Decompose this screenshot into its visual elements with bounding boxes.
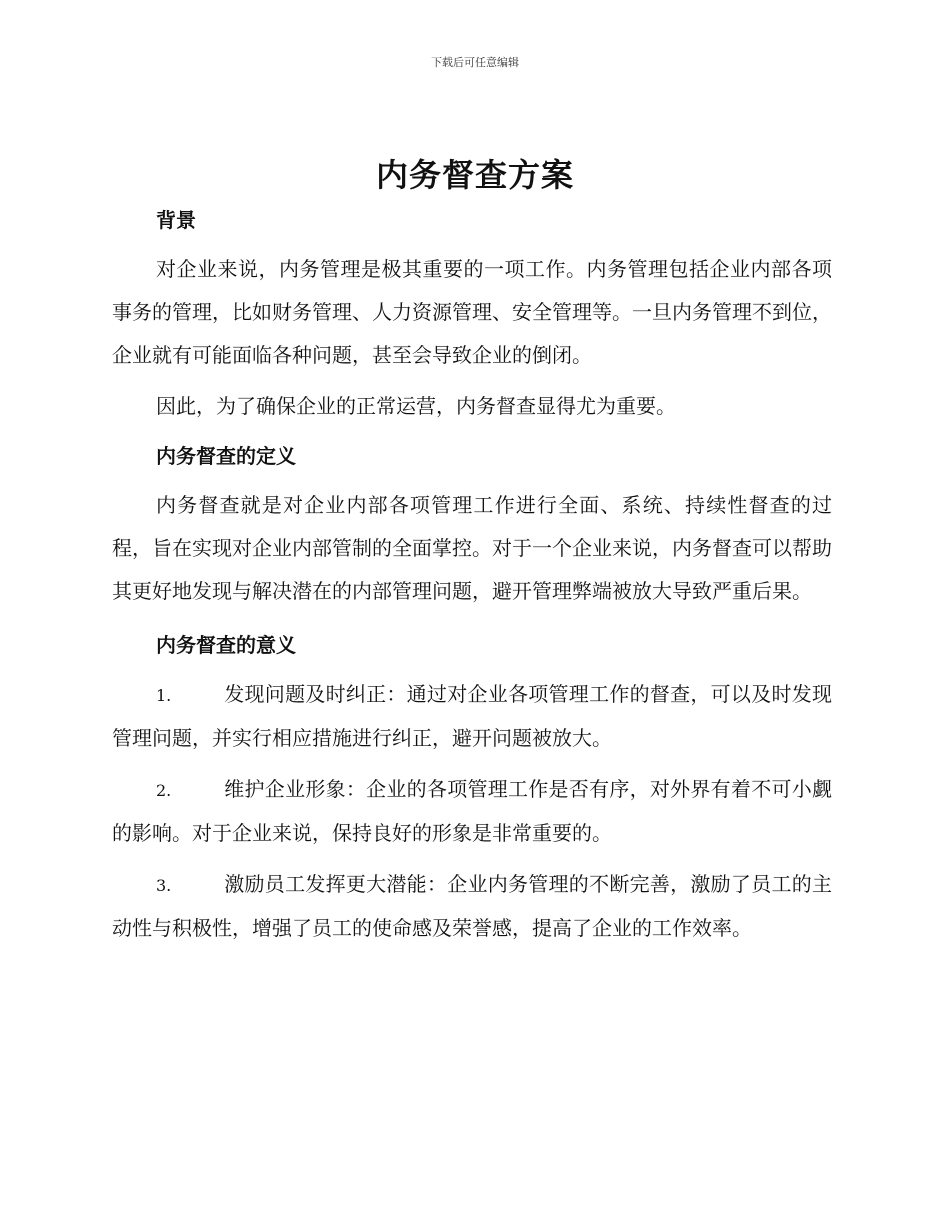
paragraph: 因此，为了确保企业的正常运营，内务督查显得尤为重要。 [156,394,676,418]
list-item-text: 发现问题及时纠正：通过对企业各项管理工作的督查，可以及时发现管理问题，并实行相应措施进行纠正，避开问题被放大。 [112,682,832,750]
list-item-number: 3. [156,876,172,895]
list-item-number: 1. [156,686,172,705]
list-item [112,863,832,950]
page-header-note: 下载后可任意编辑 [431,56,519,69]
list-item [112,673,832,760]
list-item-text: 维护企业形象：企业的各项管理工作是否有序，对外界有着不可小觑的影响。对于企业来说，保持良好的形象是非常重要的。 [112,777,832,845]
list-item-text: 激励员工发挥更大潜能：企业内务管理的不断完善，激励了员工的主动性与积极性，增强了员工的使命感及荣誉感，提高了企业的工作效率。 [112,872,832,940]
paragraph: 对企业来说，内务管理是极其重要的一项工作。内务管理包括企业内部各项事务的管理，比如财务管理、人力资源管理、安全管理等。一旦内务管理不到位，企业就有可能面临各种问题，甚至会导致企业的倒闭。 [112,257,832,367]
list-item-number: 2. [156,781,172,800]
document-title: 内务督查方案 [375,156,574,194]
document-body [112,200,832,950]
section-heading-definition: 内务督查的定义 [156,444,296,468]
section-heading-significance: 内务督查的意义 [156,633,296,657]
section-heading-background: 背景 [156,208,196,232]
paragraph: 内务督查就是对企业内部各项管理工作进行全面、系统、持续性督查的过程，旨在实现对企业内部管制的全面掌控。对于一个企业来说，内务督查可以帮助其更好地发现与解决潜在的内部管理问题，避开管理弊端被放大导致严重后果。 [112,493,832,603]
list-item [112,768,832,855]
